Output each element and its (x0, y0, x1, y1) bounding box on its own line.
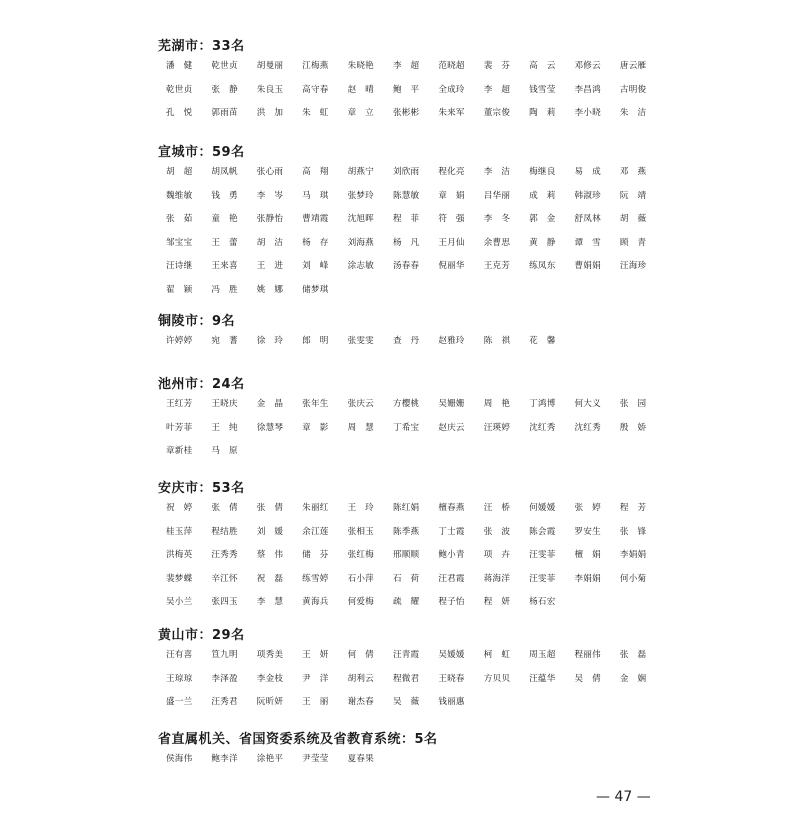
name-grid (166, 335, 665, 359)
name-grid (166, 753, 665, 777)
name-entry: 张相玉 (347, 526, 374, 537)
name-entry: 乾世贞 (211, 61, 238, 71)
name-entry: 许婷婷 (166, 336, 193, 346)
name-entry: 张 园 (619, 399, 647, 409)
name-entry: 张 磊 (619, 650, 647, 660)
name-entry: 辛江怀 (211, 573, 238, 584)
name-entry: 鲍李洋 (211, 754, 238, 764)
name-entry: 江梅燕 (302, 61, 329, 71)
name-entry: 汪诗继 (166, 261, 193, 271)
name-entry: 魏维敏 (166, 190, 193, 201)
section-anqing (158, 480, 678, 607)
name-entry: 王 丽 (302, 697, 329, 707)
name-entry: 张年生 (302, 399, 329, 409)
name-entry: 阮昕妍 (256, 697, 284, 707)
name-entry: 周 艳 (483, 399, 511, 409)
name-entry: 丁士霞 (438, 526, 465, 537)
name-entry: 叶芳菲 (166, 422, 193, 433)
name-entry: 汪秀君 (211, 697, 238, 707)
name-entry: 石 荷 (392, 573, 420, 584)
name-entry: 高守春 (302, 84, 329, 95)
name-entry: 钱丽惠 (438, 697, 465, 707)
name-entry: 蔡 伟 (256, 550, 284, 560)
name-entry: 石小萍 (347, 573, 374, 584)
name-entry: 吕华丽 (483, 190, 511, 201)
name-entry: 夏春果 (347, 754, 374, 764)
name-entry: 王 纯 (211, 422, 238, 433)
name-entry: 马 原 (211, 446, 238, 456)
name-entry: 李泽盈 (211, 673, 238, 684)
name-entry: 陈季燕 (392, 526, 420, 537)
name-entry: 练凤东 (529, 261, 556, 271)
name-entry: 王 妍 (302, 650, 329, 660)
section-title: 安庆市：53名 (158, 481, 245, 496)
name-entry: 桂玉萍 (166, 526, 193, 537)
name-entry: 邓修云 (574, 61, 601, 71)
name-entry: 王克芳 (483, 261, 511, 271)
name-entry: 李 超 (392, 61, 420, 71)
name-entry: 赵庆云 (438, 422, 465, 433)
name-entry: 刘海燕 (347, 237, 374, 248)
section-title: 黄山市：29名 (158, 628, 245, 643)
name-entry: 汪君霞 (438, 573, 465, 584)
name-entry: 陶 莉 (529, 108, 556, 118)
name-entry: 王 进 (256, 261, 284, 271)
name-entry: 沈旭晖 (347, 214, 374, 224)
name-entry: 曹娟娟 (574, 261, 601, 271)
name-entry: 孔 悦 (166, 108, 193, 118)
name-entry: 程微君 (392, 673, 420, 684)
name-entry: 洪梅英 (166, 550, 193, 560)
name-entry: 柯 虹 (483, 650, 511, 660)
section-title: 池州市：24名 (158, 377, 245, 392)
name-entry: 何爱梅 (347, 597, 374, 607)
name-entry: 刘 媛 (256, 526, 284, 537)
name-entry: 邢顺顺 (392, 550, 420, 560)
name-entry: 鲍小青 (438, 550, 465, 560)
name-entry: 笪九明 (211, 650, 238, 660)
name-entry: 张 茹 (166, 214, 193, 224)
name-grid (166, 649, 665, 720)
name-entry: 钱 勇 (211, 190, 238, 201)
name-entry: 汪瑛婷 (483, 422, 511, 433)
name-entry: 古明俊 (619, 84, 647, 95)
section-provincial (158, 731, 678, 764)
name-entry: 赵雅玲 (438, 336, 465, 346)
name-entry: 潘 健 (166, 61, 193, 71)
name-entry: 涂志敏 (347, 261, 374, 271)
name-entry: 项秀美 (256, 650, 284, 660)
name-entry: 宛 蓍 (211, 336, 238, 346)
name-entry: 汪蕴华 (529, 673, 556, 684)
name-entry: 李 洁 (483, 167, 511, 177)
name-entry: 程化亮 (438, 167, 465, 177)
name-entry: 李娟娟 (619, 550, 647, 560)
name-entry: 全成玲 (438, 84, 465, 95)
name-entry: 余曹思 (483, 237, 511, 248)
name-entry: 朱晓艳 (347, 61, 374, 71)
section-tongling (158, 313, 678, 346)
name-entry: 张 倩 (256, 503, 284, 513)
name-entry: 刘欣雨 (392, 167, 420, 177)
name-entry: 乾世贞 (166, 84, 193, 95)
name-entry: 姚 娜 (256, 284, 284, 295)
name-entry: 刘 峰 (302, 261, 329, 271)
name-entry: 李 慧 (256, 597, 284, 607)
name-entry: 韩淑珍 (574, 190, 601, 201)
name-entry: 张心雨 (256, 167, 284, 177)
name-entry: 陈慧敏 (392, 190, 420, 201)
page-number: — 47 — (596, 789, 651, 805)
name-entry: 章 立 (347, 108, 374, 118)
name-entry: 王 玲 (347, 503, 374, 513)
name-entry: 邹宝宝 (166, 237, 193, 248)
name-entry: 沈红秀 (574, 422, 601, 433)
name-entry: 朱 虹 (302, 108, 329, 118)
name-grid (166, 502, 665, 620)
name-entry: 盛一兰 (166, 697, 193, 707)
name-entry: 吴 倩 (574, 673, 601, 684)
name-entry: 胡燕宁 (347, 167, 374, 177)
name-entry: 朱丽红 (302, 503, 329, 513)
name-entry: 杨 凡 (392, 237, 420, 248)
name-entry: 郭 金 (529, 214, 556, 224)
name-entry: 吴小兰 (166, 597, 193, 607)
name-entry: 梅继良 (529, 167, 556, 177)
name-grid (166, 60, 665, 131)
name-entry: 程结胜 (211, 526, 238, 537)
name-entry: 陈红娟 (392, 503, 420, 513)
name-entry: 张彬彬 (392, 108, 420, 118)
name-entry: 项 卉 (483, 550, 511, 560)
name-entry: 金 晶 (256, 399, 284, 409)
name-entry: 李 超 (483, 84, 511, 95)
name-entry: 胡利云 (347, 673, 374, 684)
name-entry: 程 芳 (619, 503, 647, 513)
name-entry: 何大义 (574, 399, 601, 409)
name-entry: 何 倩 (347, 650, 374, 660)
name-entry: 朱良玉 (256, 84, 284, 95)
name-entry: 周 慧 (347, 422, 374, 433)
name-entry: 冯 胜 (211, 284, 238, 295)
section-xuancheng (158, 144, 678, 295)
name-entry: 汤春春 (392, 261, 420, 271)
name-entry: 汪雯菲 (529, 573, 556, 584)
name-entry: 王琼琼 (166, 673, 193, 684)
name-entry: 钱雪莹 (529, 84, 556, 95)
name-entry: 方贝贝 (483, 673, 511, 684)
name-entry: 程 妍 (483, 597, 511, 607)
name-entry: 杨石宏 (529, 597, 556, 607)
name-entry: 张 波 (483, 526, 511, 537)
name-entry: 黄 静 (529, 237, 556, 248)
name-entry: 徐 玲 (256, 336, 284, 346)
name-entry: 罗安生 (574, 526, 601, 537)
name-entry: 洪 加 (256, 108, 284, 118)
name-entry: 张 静 (211, 84, 238, 95)
name-entry: 丁鸿博 (529, 399, 556, 409)
name-entry: 陈会霞 (529, 526, 556, 537)
name-entry: 陈 祺 (483, 336, 511, 346)
name-entry: 赵 晴 (347, 84, 374, 95)
name-entry: 张静怡 (256, 214, 284, 224)
name-entry: 曹靖霞 (302, 214, 329, 224)
name-entry: 范晓超 (438, 61, 465, 71)
name-entry: 胡曼丽 (256, 61, 284, 71)
name-entry: 沈红秀 (529, 422, 556, 433)
name-entry: 张 婷 (574, 503, 601, 513)
name-entry: 程丽伟 (574, 650, 601, 660)
name-entry: 程子怡 (438, 597, 465, 607)
name-entry: 郭雨苗 (211, 108, 238, 118)
name-entry: 张庆云 (347, 399, 374, 409)
name-entry: 汪 桥 (483, 503, 511, 513)
name-entry: 吴 薇 (392, 697, 420, 707)
name-entry: 谢杰春 (347, 697, 374, 707)
name-entry: 吴姗姗 (438, 399, 465, 409)
name-entry: 汪秀秀 (211, 550, 238, 560)
name-entry: 王红芳 (166, 399, 193, 409)
name-entry: 鲍 平 (392, 84, 420, 95)
name-entry: 成 莉 (529, 190, 556, 201)
name-entry: 裴 芬 (483, 61, 511, 71)
name-entry: 张雯雯 (347, 336, 374, 346)
name-entry: 王晓春 (438, 673, 465, 684)
name-entry: 尹 洋 (302, 673, 329, 684)
name-entry: 储梦琪 (302, 284, 329, 295)
name-entry: 蒋海洋 (483, 573, 511, 584)
name-entry: 舒凤林 (574, 214, 601, 224)
name-entry: 顾 青 (619, 237, 647, 248)
name-entry: 易 成 (574, 167, 601, 177)
name-entry: 高 翔 (302, 167, 329, 177)
name-entry: 黄海兵 (302, 597, 329, 607)
name-entry: 李昌鸿 (574, 84, 601, 95)
name-entry: 疏 耀 (392, 597, 420, 607)
name-entry: 唐云雁 (619, 61, 647, 71)
name-entry: 吴媛媛 (438, 650, 465, 660)
name-entry: 童 艳 (211, 214, 238, 224)
name-entry: 汪雯菲 (529, 550, 556, 560)
name-entry: 汪青霞 (392, 650, 420, 660)
name-entry: 章 影 (302, 422, 329, 433)
name-entry: 檀春燕 (438, 503, 465, 513)
name-entry: 朱来军 (438, 108, 465, 118)
name-entry: 花 馨 (529, 336, 556, 346)
name-grid (166, 166, 665, 307)
name-entry: 王晓庆 (211, 399, 238, 409)
name-entry: 李 岑 (256, 190, 284, 201)
name-entry: 阮 靖 (619, 190, 647, 201)
name-entry: 翟 颖 (166, 284, 193, 295)
section-title: 省直属机关、省国资委系统及省教育系统：5名 (158, 732, 438, 747)
name-entry: 何媛媛 (529, 503, 556, 513)
section-title: 宣城市：59名 (158, 145, 245, 160)
name-entry: 丁希宝 (392, 422, 420, 433)
name-entry: 侯海伟 (166, 754, 193, 764)
section-chizhou (158, 376, 678, 456)
name-entry: 方樱桃 (392, 399, 420, 409)
section-wuhu (158, 38, 678, 118)
name-entry: 邓 燕 (619, 167, 647, 177)
name-entry: 金 娴 (619, 673, 647, 684)
name-entry: 章新桂 (166, 446, 193, 456)
name-entry: 李娟娟 (574, 573, 601, 584)
name-entry: 汪海珍 (619, 261, 647, 271)
name-entry: 张红梅 (347, 550, 374, 560)
name-entry: 朱 洁 (619, 108, 647, 118)
name-entry: 王来喜 (211, 261, 238, 271)
name-entry: 周玉超 (529, 650, 556, 660)
name-entry: 祝 婷 (166, 503, 193, 513)
name-entry: 涂艳平 (256, 754, 284, 764)
name-entry: 徐慧琴 (256, 422, 284, 433)
name-entry: 程 菲 (392, 214, 420, 224)
name-entry: 张 锋 (619, 526, 647, 537)
name-entry: 余江莲 (302, 526, 329, 537)
section-title: 铜陵市：9名 (158, 314, 236, 329)
name-entry: 董宗俊 (483, 108, 511, 118)
name-entry: 马 琪 (302, 190, 329, 201)
name-entry: 张梦玲 (347, 190, 374, 201)
name-entry: 胡 洁 (256, 237, 284, 248)
section-huangshan (158, 627, 678, 707)
section-title: 芜湖市：33名 (158, 39, 245, 54)
name-entry: 胡凤帆 (211, 167, 238, 177)
name-entry: 殷 娇 (619, 422, 647, 433)
name-entry: 郎 明 (302, 336, 329, 346)
name-entry: 杨 存 (302, 237, 329, 248)
name-entry: 何小菊 (619, 573, 647, 584)
name-entry: 练雪婷 (302, 573, 329, 584)
name-entry: 李金枝 (256, 673, 284, 684)
name-entry: 章 娟 (438, 190, 465, 201)
name-entry: 张四玉 (211, 597, 238, 607)
name-entry: 李 冬 (483, 214, 511, 224)
name-entry: 张 倩 (211, 503, 238, 513)
name-entry: 祝 磊 (256, 573, 284, 584)
name-entry: 汪有喜 (166, 650, 193, 660)
name-entry: 王月仙 (438, 237, 465, 248)
name-entry: 王 蕾 (211, 237, 238, 248)
name-grid (166, 398, 665, 469)
name-entry: 高 云 (529, 61, 556, 71)
name-entry: 倪丽华 (438, 261, 465, 271)
name-entry: 查 丹 (392, 336, 420, 346)
name-entry: 尹莹莹 (302, 754, 329, 764)
name-entry: 谭 雪 (574, 237, 601, 248)
name-entry: 符 强 (438, 214, 465, 224)
name-entry: 檀 娟 (574, 550, 601, 560)
name-entry: 储 芬 (302, 550, 329, 560)
name-entry: 裴梦蝶 (166, 573, 193, 584)
name-entry: 胡 超 (166, 167, 193, 177)
name-entry: 胡 薇 (619, 214, 647, 224)
name-entry: 李小晓 (574, 108, 601, 118)
